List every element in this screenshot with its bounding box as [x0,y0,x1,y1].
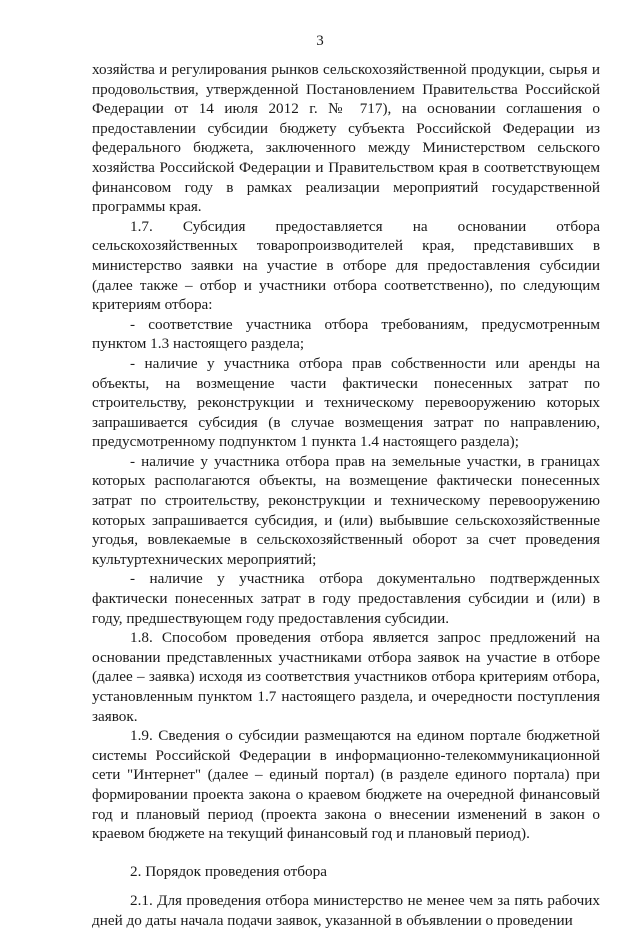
document-body [92,60,600,931]
paragraph-1-8: 1.8. Способом проведения отбора является запрос предложений на основании представленных участниками отбора заявок на участие в отборе (далее – заявка) исходя из соответствия участников отбора критериям отбора, установленным пунктом 1.7 настоящего раздела, и очередности поступления заявок. [92,629,600,725]
paragraph-1-9: 1.9. Сведения о субсидии размещаются на едином портале бюджетной системы Российской Федерации в информационно-телекоммуникационной сети "Интернет" (далее – единый портал) (в разделе единого портала) при формировании проекта закона о краевом бюджете на очередной финансовый год и плановый период (проекта закона о внесении изменений в закон о краевом бюджете на текущий финансовый год и плановый период). [92,727,600,843]
paragraph-continuation: хозяйства и регулирования рынков сельскохозяйственной продукции, сырья и продовольствия, утвержденной Постановлением Правительства Российской Федерации от 14 июля 2012 г. № 717), на основании соглашения о предоставлении субсидии бюджету субъекта Российской Федерации из федерального бюджета, заключенного между Министерством сельского хозяйства Российской Федерации и Правительством края в соответствующем финансовом году в рамках реализации мероприятий государственной программы края. [92,61,600,216]
page-number: 3 [316,33,324,49]
paragraph-1-7: 1.7. Субсидия предоставляется на основании отбора сельскохозяйственных товаропроизводителей края, представивших в министерство заявки на участие в отборе для предоставления субсидии (далее также – отбор и участники отбора соответственно), по следующим критериям отбора: [92,217,600,314]
list-item: - наличие у участника отбора прав собственности или аренды на объекты, на возмещение части фактически понесенных затрат по строительству, реконструкции и техническому перевооружению которых запрашивается субсидия (в случае возмещения затрат по направлению, предусмотренному подпунктом 1 пункта 1.4 настоящего раздела); [92,354,600,451]
section-heading: 2. Порядок проведения отбора [130,862,327,880]
paragraph-2-1: 2.1. Для проведения отбора министерство не менее чем за пять рабочих дней до даты начала подачи заявок, указанной в объявлении о проведении [92,892,600,929]
list-item: - соответствие участника отбора требованиям, предусмотренным пунктом 1.3 настоящего раздела; [92,315,600,353]
list-item: - наличие у участника отбора прав на земельные участки, в границах которых располагаются объекты, на возмещение фактически понесенных затрат по строительству, реконструкции и техническому перевооружению которых запрашивается субсидия, и (или) выбывшие сельскохозяйственные угодья, вовлекаемые в сельскохозяйственный оборот за счет проведения культуртехнических мероприятий; [92,452,600,568]
list-item: - наличие у участника отбора документально подтвержденных фактически понесенных затрат в году предоставления субсидии и (или) в году, предшествующем году предоставления субсидии. [92,570,600,627]
